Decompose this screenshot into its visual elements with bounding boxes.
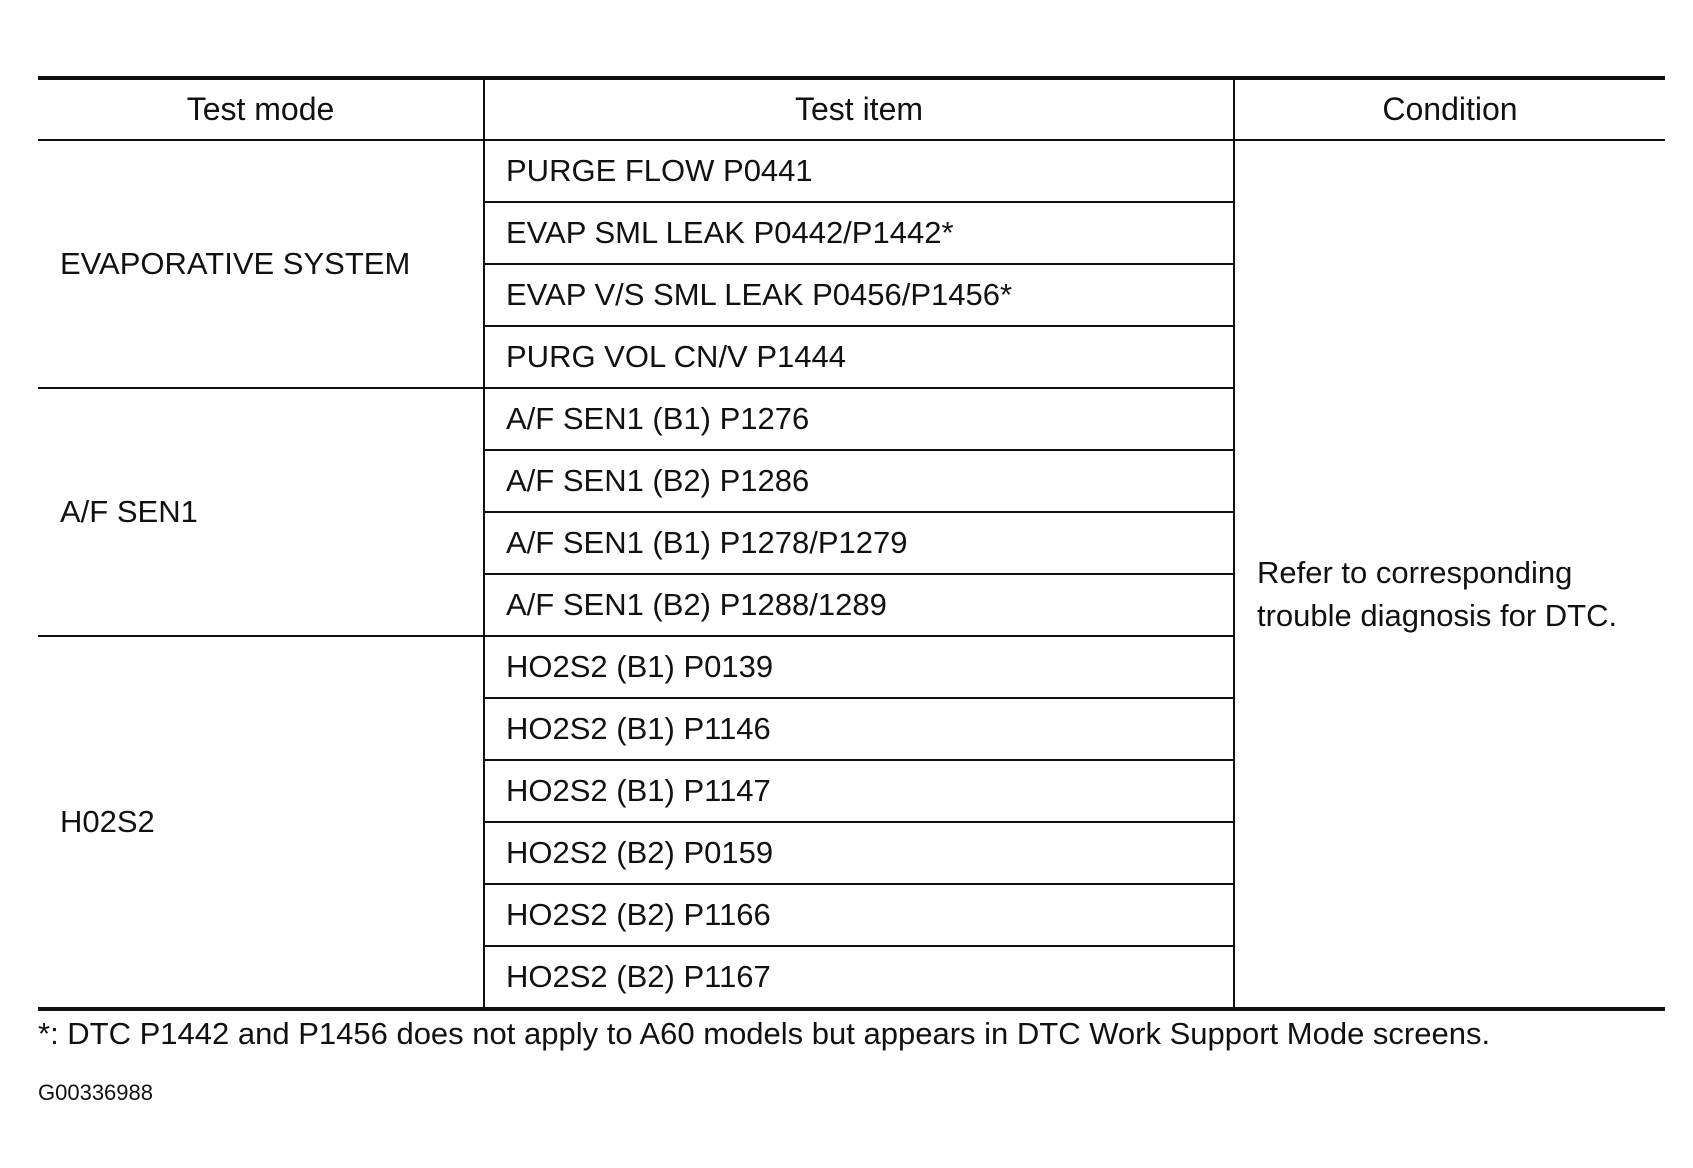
table-row [38, 140, 1665, 202]
test-item-cell: PURGE FLOW P0441 [484, 140, 1234, 202]
figure-id: G00336988 [38, 1080, 153, 1105]
test-item-cell: HO2S2 (B2) P1166 [484, 884, 1234, 946]
table-header-row [38, 78, 1665, 140]
header-test-mode: Test mode [38, 78, 484, 140]
test-mode-cell: EVAPORATIVE SYSTEM [38, 140, 484, 388]
header-test-item: Test item [484, 78, 1234, 140]
footnote: *: DTC P1442 and P1456 does not apply to A60 models but appears in DTC Work Support Mode screens. [38, 1016, 1491, 1051]
condition-cell: Refer to corresponding trouble diagnosis for DTC. [1234, 140, 1665, 1009]
header-condition: Condition [1234, 78, 1665, 140]
test-item-cell: A/F SEN1 (B1) P1276 [484, 388, 1234, 450]
test-item-cell: EVAP SML LEAK P0442/P1442* [484, 202, 1234, 264]
test-mode-cell: A/F SEN1 [38, 388, 484, 636]
test-item-cell: A/F SEN1 (B2) P1286 [484, 450, 1234, 512]
test-item-cell: HO2S2 (B2) P1167 [484, 946, 1234, 1009]
test-mode-cell: H02S2 [38, 636, 484, 1009]
test-item-cell: PURG VOL CN/V P1444 [484, 326, 1234, 388]
test-item-cell: HO2S2 (B2) P0159 [484, 822, 1234, 884]
test-item-cell: A/F SEN1 (B2) P1288/1289 [484, 574, 1234, 636]
test-mode-table [38, 76, 1665, 1011]
test-item-cell: HO2S2 (B1) P0139 [484, 636, 1234, 698]
test-item-cell: HO2S2 (B1) P1147 [484, 760, 1234, 822]
test-item-cell: HO2S2 (B1) P1146 [484, 698, 1234, 760]
test-item-cell: A/F SEN1 (B1) P1278/P1279 [484, 512, 1234, 574]
test-item-cell: EVAP V/S SML LEAK P0456/P1456* [484, 264, 1234, 326]
